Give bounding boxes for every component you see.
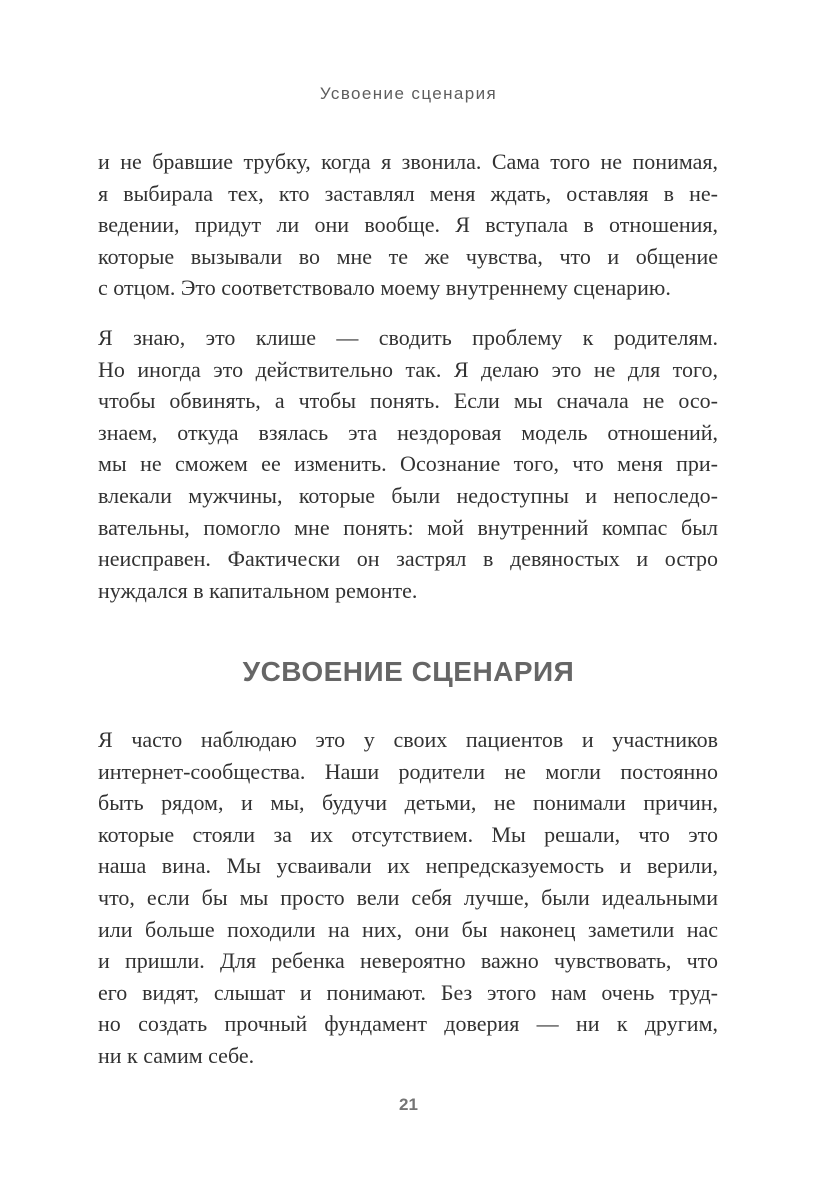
text-line: и не бравшие трубку, когда я звонила. Сама того не понимая, (98, 149, 718, 174)
text-line: Я знаю, это клише — сводить проблему к родителям. (98, 325, 718, 350)
text-line: Но иногда это действительно так. Я делаю это не для того, (98, 356, 718, 382)
text-line: которые стояли за их отсутствием. Мы решали, что это (98, 821, 718, 847)
paragraph-3 (98, 724, 718, 1072)
text-line: интернет-сообщества. Наши родители не могли постоянно (98, 758, 718, 784)
text-line: неисправен. Фактически он застрял в девяностых и остро (98, 546, 718, 572)
text-line: которые вызывали во мне те же чувства, что и общение (98, 243, 718, 269)
text-line: вательны, помогло мне понять: мой внутренний компас был (98, 514, 718, 540)
text-line: ведении, придут ли они вообще. Я вступала в отношения, (98, 212, 718, 238)
text-line: Я часто наблюдаю это у своих пациентов и участников (98, 727, 718, 752)
text-line: чтобы обвинять, а чтобы понять. Если мы сначала не осо- (98, 388, 718, 414)
text-line: но создать прочный фундамент доверия — ни к другим, (98, 1011, 718, 1037)
text-line: быть рядом, и мы, будучи детьми, не понимали причин, (98, 790, 718, 816)
section-heading: УСВОЕНИЕ СЦЕНАРИЯ (242, 656, 575, 687)
text-line: ни к самим себе. (98, 1042, 255, 1068)
text-line: мы не сможем ее изменить. Осознание того, что меня при- (98, 451, 718, 477)
paragraph-1 (98, 146, 718, 304)
text-line: наша вина. Мы усваивали их непредсказуемость и верили, (98, 853, 718, 879)
text-line: что, если бы мы просто вели себя лучше, были идеальными (98, 884, 718, 910)
text-line: с отцом. Это соответствовало моему внутреннему сценарию. (98, 275, 671, 301)
text-line: влекали мужчины, которые были недоступны и непоследо- (98, 482, 718, 508)
text-line: знаем, откуда взялась эта нездоровая модель отношений, (98, 419, 718, 445)
paragraph-2 (98, 322, 718, 606)
text-line: нуждался в капитальном ремонте. (98, 577, 418, 603)
text-line: его видят, слышат и понимают. Без этого нам очень труд- (98, 979, 718, 1005)
text-line: или больше походили на них, они бы наконец заметили нас (98, 916, 718, 942)
page-number: 21 (399, 1095, 418, 1114)
text-line: я выбирала тех, кто заставлял меня ждать, оставляя в не- (98, 180, 718, 206)
running-header: Усвоение сценария (319, 84, 498, 103)
text-line: и пришли. Для ребенка невероятно важно чувствовать, что (98, 948, 718, 974)
